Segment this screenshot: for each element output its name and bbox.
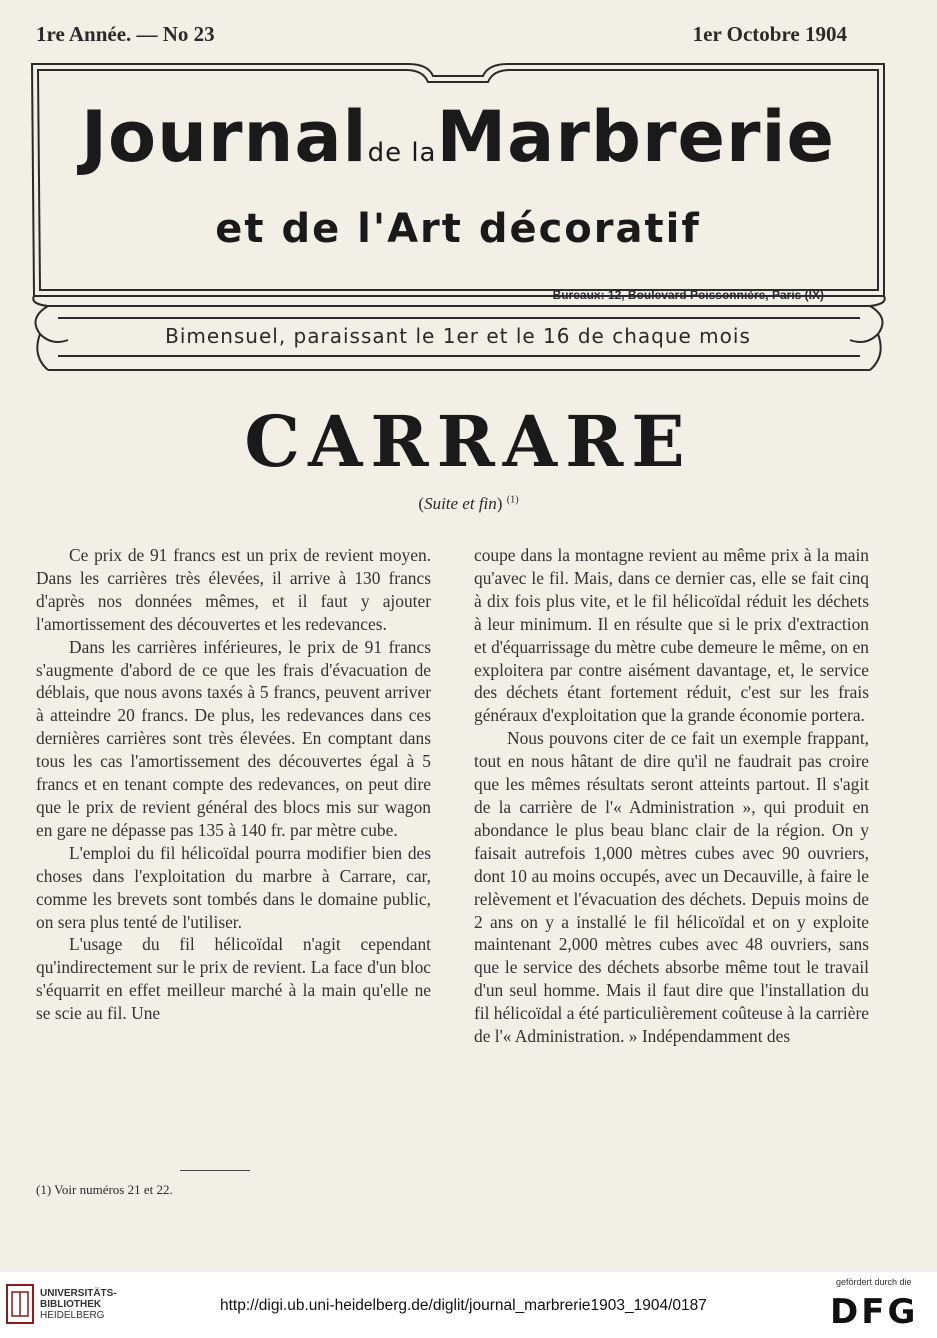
journal-subtitle: et de l'Art décoratif	[215, 206, 701, 252]
university-line-3: HEIDELBERG	[40, 1310, 105, 1321]
article-title: CARRARE	[244, 400, 693, 483]
journal-title	[58, 96, 858, 178]
university-seal-icon	[6, 1284, 34, 1324]
paragraph: L'emploi du fil hélicoïdal pourra modifier bien des choses dans l'exploitation du marbre à Carrare, car, comme les brevets sont tombés dans le domaine public, on sera plus tenté de l'utiliser.	[36, 842, 431, 932]
university-line-2: BIBLIOTHEK	[40, 1299, 102, 1310]
issue-date: 1er Octobre 1904	[692, 22, 847, 46]
paragraph: L'usage du fil hélicoïdal n'agit cependant qu'indirectement sur le prix de revient. La face d'un bloc s'équarrit en effet meilleur marché à la main qu'elle ne se scie au fil. Une	[36, 934, 431, 1024]
dfg-logo: DFG	[830, 1292, 919, 1332]
issue-header	[36, 22, 847, 52]
masthead	[28, 56, 890, 386]
right-column	[474, 544, 869, 1048]
footnote: (1) Voir numéros 21 et 22.	[36, 1182, 173, 1197]
article-subtitle: (Suite et fin) $^{(1)}$	[418, 494, 519, 513]
bureaux-address: Bureaux: 12, Boulevard Poissonnière, Paris (IX)	[552, 288, 824, 302]
university-line-1: UNIVERSITÄTS-	[40, 1288, 117, 1299]
university-name	[40, 1288, 117, 1321]
note-ref: (1)	[506, 494, 519, 506]
paragraph: Nous pouvons citer de ce fait un exemple frappant, tout en nous hâtant de dire qu'il ne faudrait pas croire que les mêmes résultats seront atteints partout. Il s'agit de la carrière de l'« Administration », qui produit en abondance le plus beau blanc clair de la région. On y faisait autrefois 1,000 mètres cubes avec 90 ouvriers, dont 10 au moins occupés, avec un Decauville, à faire le relèvement et l'évacuation des déchets. Depuis moins de 2 ans on y a installé le fil hélicoïdal et on y exploite maintenant 2,000 mètres cubes avec 48 ouvriers, sans que le service des déchets absorbe même tout le travail d'un seul homme. Mais il faut dire que l'installation du fil hélicoïdal a été particulièrement coûteuse à la carrière de l'« Administration. » Indépendamment des	[474, 728, 869, 1047]
paragraph: Dans les carrières inférieures, le prix de 91 francs s'augmente d'abord de ce que les frais d'évacuation de déblais, que nous avons taxés à 5 francs, peuvent arriver à atteindre 20 francs. De plus, les redevances dans ces dernières carrières sont très élevées. En comptant dans tous les cas l'amortissement des découvertes égal à 5 francs et en tenant compte des redevances, on peut dire que le prix de revient général des blocs mis sur wagon en gare ne dépasse pas 135 à 140 fr. par mètre cube.	[36, 636, 431, 840]
title-marbrerie: Marbrerie	[436, 96, 835, 178]
source-url[interactable]: http://digi.ub.uni-heidelberg.de/diglit/journal_marbrerie1903_1904/0187	[220, 1297, 707, 1314]
paragraph: Ce prix de 91 francs est un prix de revient moyen. Dans les carrières très élevées, il arrive à 130 francs d'après nos données mêmes, et il faut y ajouter l'amortissement des découvertes et les redevances.	[36, 545, 431, 634]
suite-text: Suite et fin	[424, 494, 497, 513]
funded-by-label: gefördert durch die	[836, 1277, 912, 1287]
paragraph: coupe dans la montagne revient au même prix à la main qu'avec le fil. Mais, dans ce dernier cas, elle se fait cinq à dix fois plus vite, et le fil hélicoïdal réduit les déchets à leur minimum. Il en résulte que si le prix d'extraction et d'équarrissage du mètre cube demeure le même, on en exploitera par contre aisément davantage, et, le service des déchets étant fortement réduit, c'est sur les frais généraux d'exploitation que la grande économie portera.	[474, 545, 869, 726]
publication-frequency: Bimensuel, paraissant le 1er et le 16 de chaque mois	[165, 324, 751, 348]
title-journal: Journal	[81, 96, 368, 178]
title-de-la: de la	[367, 138, 437, 168]
left-column	[36, 544, 431, 1025]
issue-number: 1re Année. — No 23	[36, 22, 215, 46]
footnote-rule	[180, 1170, 250, 1171]
